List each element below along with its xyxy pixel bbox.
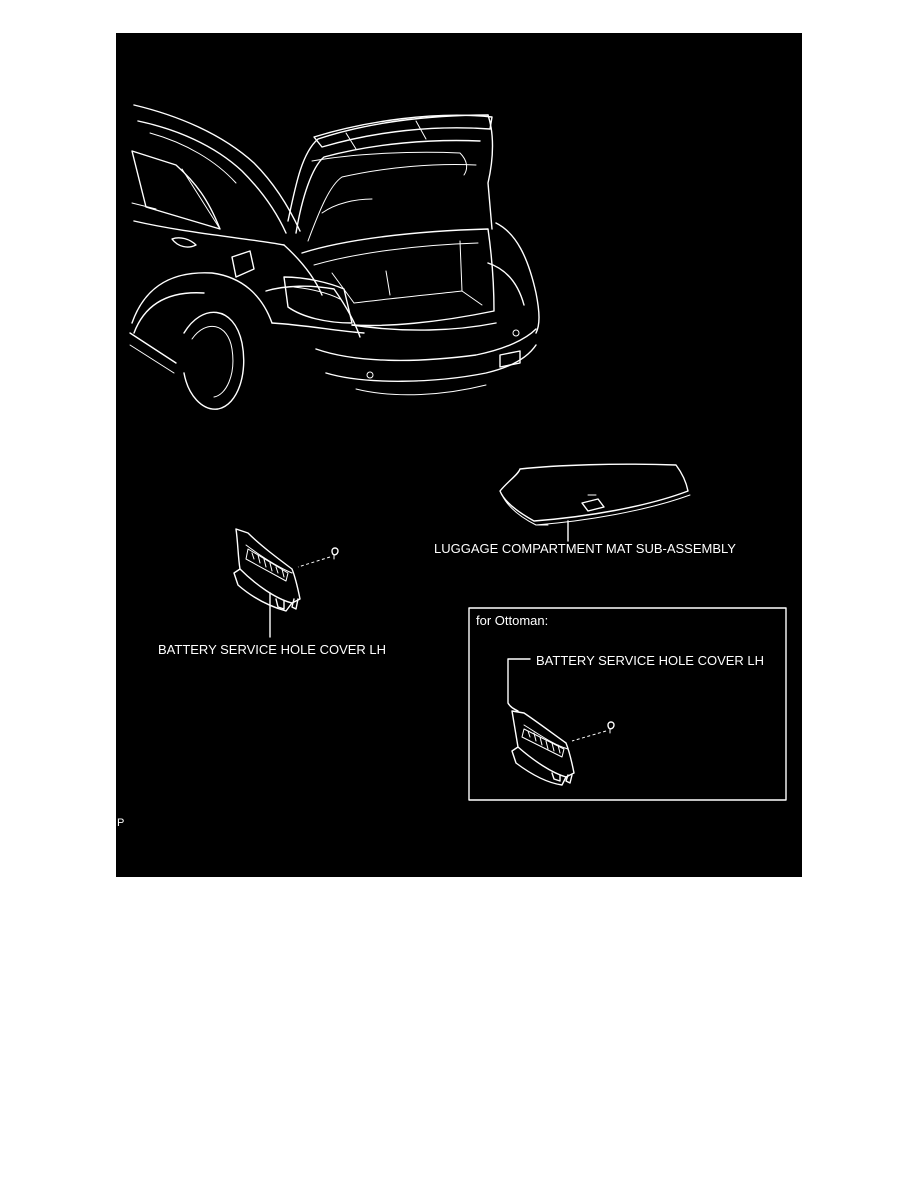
battery-cover-label: BATTERY SERVICE HOLE COVER LH (158, 642, 387, 657)
ottoman-title: for Ottoman: (476, 613, 549, 628)
ottoman-callout-box (469, 608, 786, 800)
luggage-mat-illustration (500, 464, 690, 541)
parts-diagram (116, 33, 802, 877)
ottoman-battery-cover-illustration (508, 659, 614, 785)
ottoman-battery-cover-label: BATTERY SERVICE HOLE COVER LH (536, 653, 765, 668)
battery-cover-illustration (234, 529, 338, 637)
corner-code: P (117, 817, 125, 829)
luggage-mat-label: LUGGAGE COMPARTMENT MAT SUB-ASSEMBLY (434, 541, 736, 556)
diagram-drawing (116, 33, 802, 877)
car-illustration (130, 105, 539, 409)
